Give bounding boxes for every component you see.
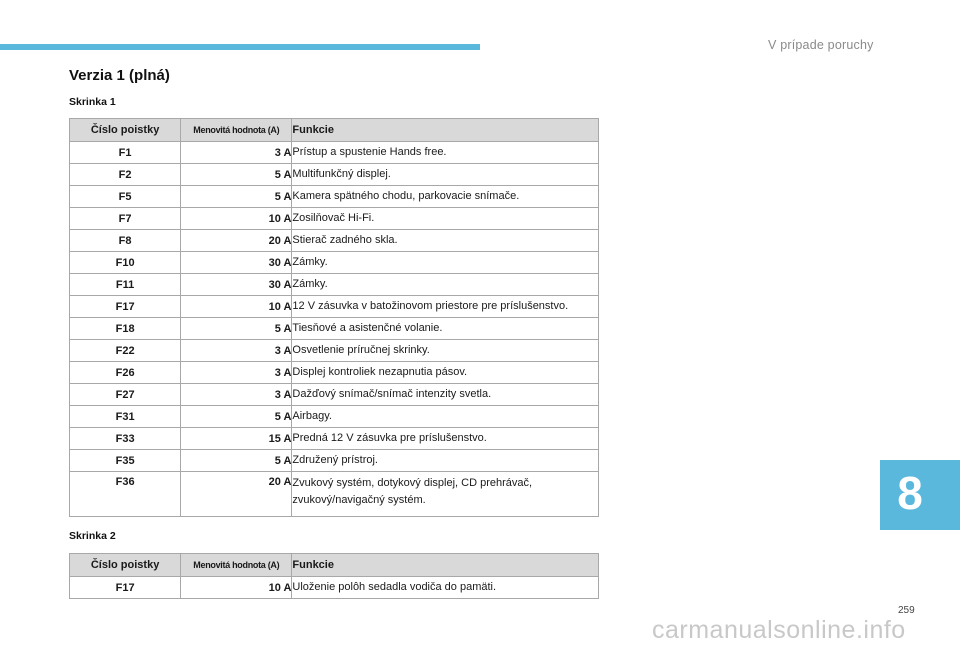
fuse-function-cell: Zvukový systém, dotykový displej, CD prehrávač, zvukový/navigačný systém. <box>292 472 599 517</box>
fuse-rating-cell: 5 A <box>181 186 292 208</box>
fuse-rating-cell: 10 A <box>181 208 292 230</box>
fuse-rating-cell: 15 A <box>181 428 292 450</box>
fuse-table-box1 <box>69 118 599 517</box>
section-title: Verzia 1 (plná) <box>69 67 170 84</box>
chapter-tab <box>880 460 960 530</box>
table-row <box>70 428 599 450</box>
fuse-number-cell: F27 <box>70 384 181 406</box>
fuse-rating-cell: 5 A <box>181 406 292 428</box>
header-fuse-number: Číslo poistky <box>70 554 181 577</box>
header-fuse-number: Číslo poistky <box>70 119 181 142</box>
box2-title: Skrinka 2 <box>69 530 116 542</box>
fuse-number-cell: F26 <box>70 362 181 384</box>
fuse-function-cell: Kamera spätného chodu, parkovacie snímače. <box>292 186 599 208</box>
fuse-rating-cell: 30 A <box>181 252 292 274</box>
fuse-number-cell: F17 <box>70 577 181 599</box>
table-row <box>70 577 599 599</box>
header-rating: Menovitá hodnota (A) <box>181 119 292 142</box>
fuse-rating-cell: 10 A <box>181 296 292 318</box>
table-row <box>70 252 599 274</box>
fuse-table-box2 <box>69 553 599 599</box>
fuse-rating-cell: 30 A <box>181 274 292 296</box>
table-row <box>70 318 599 340</box>
fuse-function-cell: Stierač zadného skla. <box>292 230 599 252</box>
fuse-rating-cell: 20 A <box>181 230 292 252</box>
fuse-rating-cell: 5 A <box>181 450 292 472</box>
table-row <box>70 450 599 472</box>
fuse-number-cell: F18 <box>70 318 181 340</box>
fuse-number-cell: F33 <box>70 428 181 450</box>
fuse-table-box1-body <box>70 142 599 517</box>
fuse-number-cell: F10 <box>70 252 181 274</box>
fuse-rating-cell: 10 A <box>181 577 292 599</box>
fuse-rating-cell: 20 A <box>181 472 292 517</box>
fuse-function-cell: 12 V zásuvka v batožinovom priestore pre príslušenstvo. <box>292 296 599 318</box>
table-row <box>70 384 599 406</box>
table-row <box>70 186 599 208</box>
header-rating: Menovitá hodnota (A) <box>181 554 292 577</box>
chapter-number: 8 <box>897 467 923 519</box>
fuse-function-cell: Uloženie polôh sedadla vodiča do pamäti. <box>292 577 599 599</box>
fuse-function-cell: Zosilňovač Hi-Fi. <box>292 208 599 230</box>
table-row <box>70 142 599 164</box>
table-row <box>70 340 599 362</box>
table-row <box>70 296 599 318</box>
table-row <box>70 362 599 384</box>
table-row <box>70 164 599 186</box>
fuse-rating-cell: 5 A <box>181 164 292 186</box>
fuse-rating-cell: 5 A <box>181 318 292 340</box>
fuse-function-cell: Zámky. <box>292 252 599 274</box>
page-number: 259 <box>898 605 915 616</box>
fuse-number-cell: F36 <box>70 472 181 517</box>
fuse-number-cell: F5 <box>70 186 181 208</box>
fuse-function-cell: Združený prístroj. <box>292 450 599 472</box>
fuse-number-cell: F17 <box>70 296 181 318</box>
fuse-number-cell: F7 <box>70 208 181 230</box>
table-header-row <box>70 554 599 577</box>
fuse-rating-cell: 3 A <box>181 142 292 164</box>
fuse-function-cell: Airbagy. <box>292 406 599 428</box>
fuse-rating-cell: 3 A <box>181 384 292 406</box>
fuse-function-cell: Zámky. <box>292 274 599 296</box>
fuse-function-cell: Dažďový snímač/snímač intenzity svetla. <box>292 384 599 406</box>
table-row <box>70 208 599 230</box>
top-accent-bar <box>0 44 480 50</box>
fuse-function-cell: Tiesňové a asistenčné volanie. <box>292 318 599 340</box>
fuse-function-cell: Osvetlenie príručnej skrinky. <box>292 340 599 362</box>
fuse-function-cell: Prístup a spustenie Hands free. <box>292 142 599 164</box>
fuse-number-cell: F22 <box>70 340 181 362</box>
fuse-rating-cell: 3 A <box>181 362 292 384</box>
table-row <box>70 274 599 296</box>
chapter-header: V prípade poruchy <box>768 38 874 52</box>
fuse-number-cell: F35 <box>70 450 181 472</box>
fuse-number-cell: F11 <box>70 274 181 296</box>
fuse-function-cell: Displej kontroliek nezapnutia pásov. <box>292 362 599 384</box>
fuse-table-box2-body <box>70 577 599 599</box>
watermark: carmanualsonline.info <box>652 616 906 644</box>
box1-title: Skrinka 1 <box>69 96 116 108</box>
table-row <box>70 230 599 252</box>
fuse-function-cell: Multifunkčný displej. <box>292 164 599 186</box>
fuse-rating-cell: 3 A <box>181 340 292 362</box>
fuse-function-cell: Predná 12 V zásuvka pre príslušenstvo. <box>292 428 599 450</box>
header-functions: Funkcie <box>292 554 599 577</box>
fuse-number-cell: F8 <box>70 230 181 252</box>
fuse-number-cell: F2 <box>70 164 181 186</box>
table-header-row <box>70 119 599 142</box>
table-row <box>70 406 599 428</box>
table-row <box>70 472 599 517</box>
fuse-number-cell: F1 <box>70 142 181 164</box>
header-functions: Funkcie <box>292 119 599 142</box>
fuse-number-cell: F31 <box>70 406 181 428</box>
